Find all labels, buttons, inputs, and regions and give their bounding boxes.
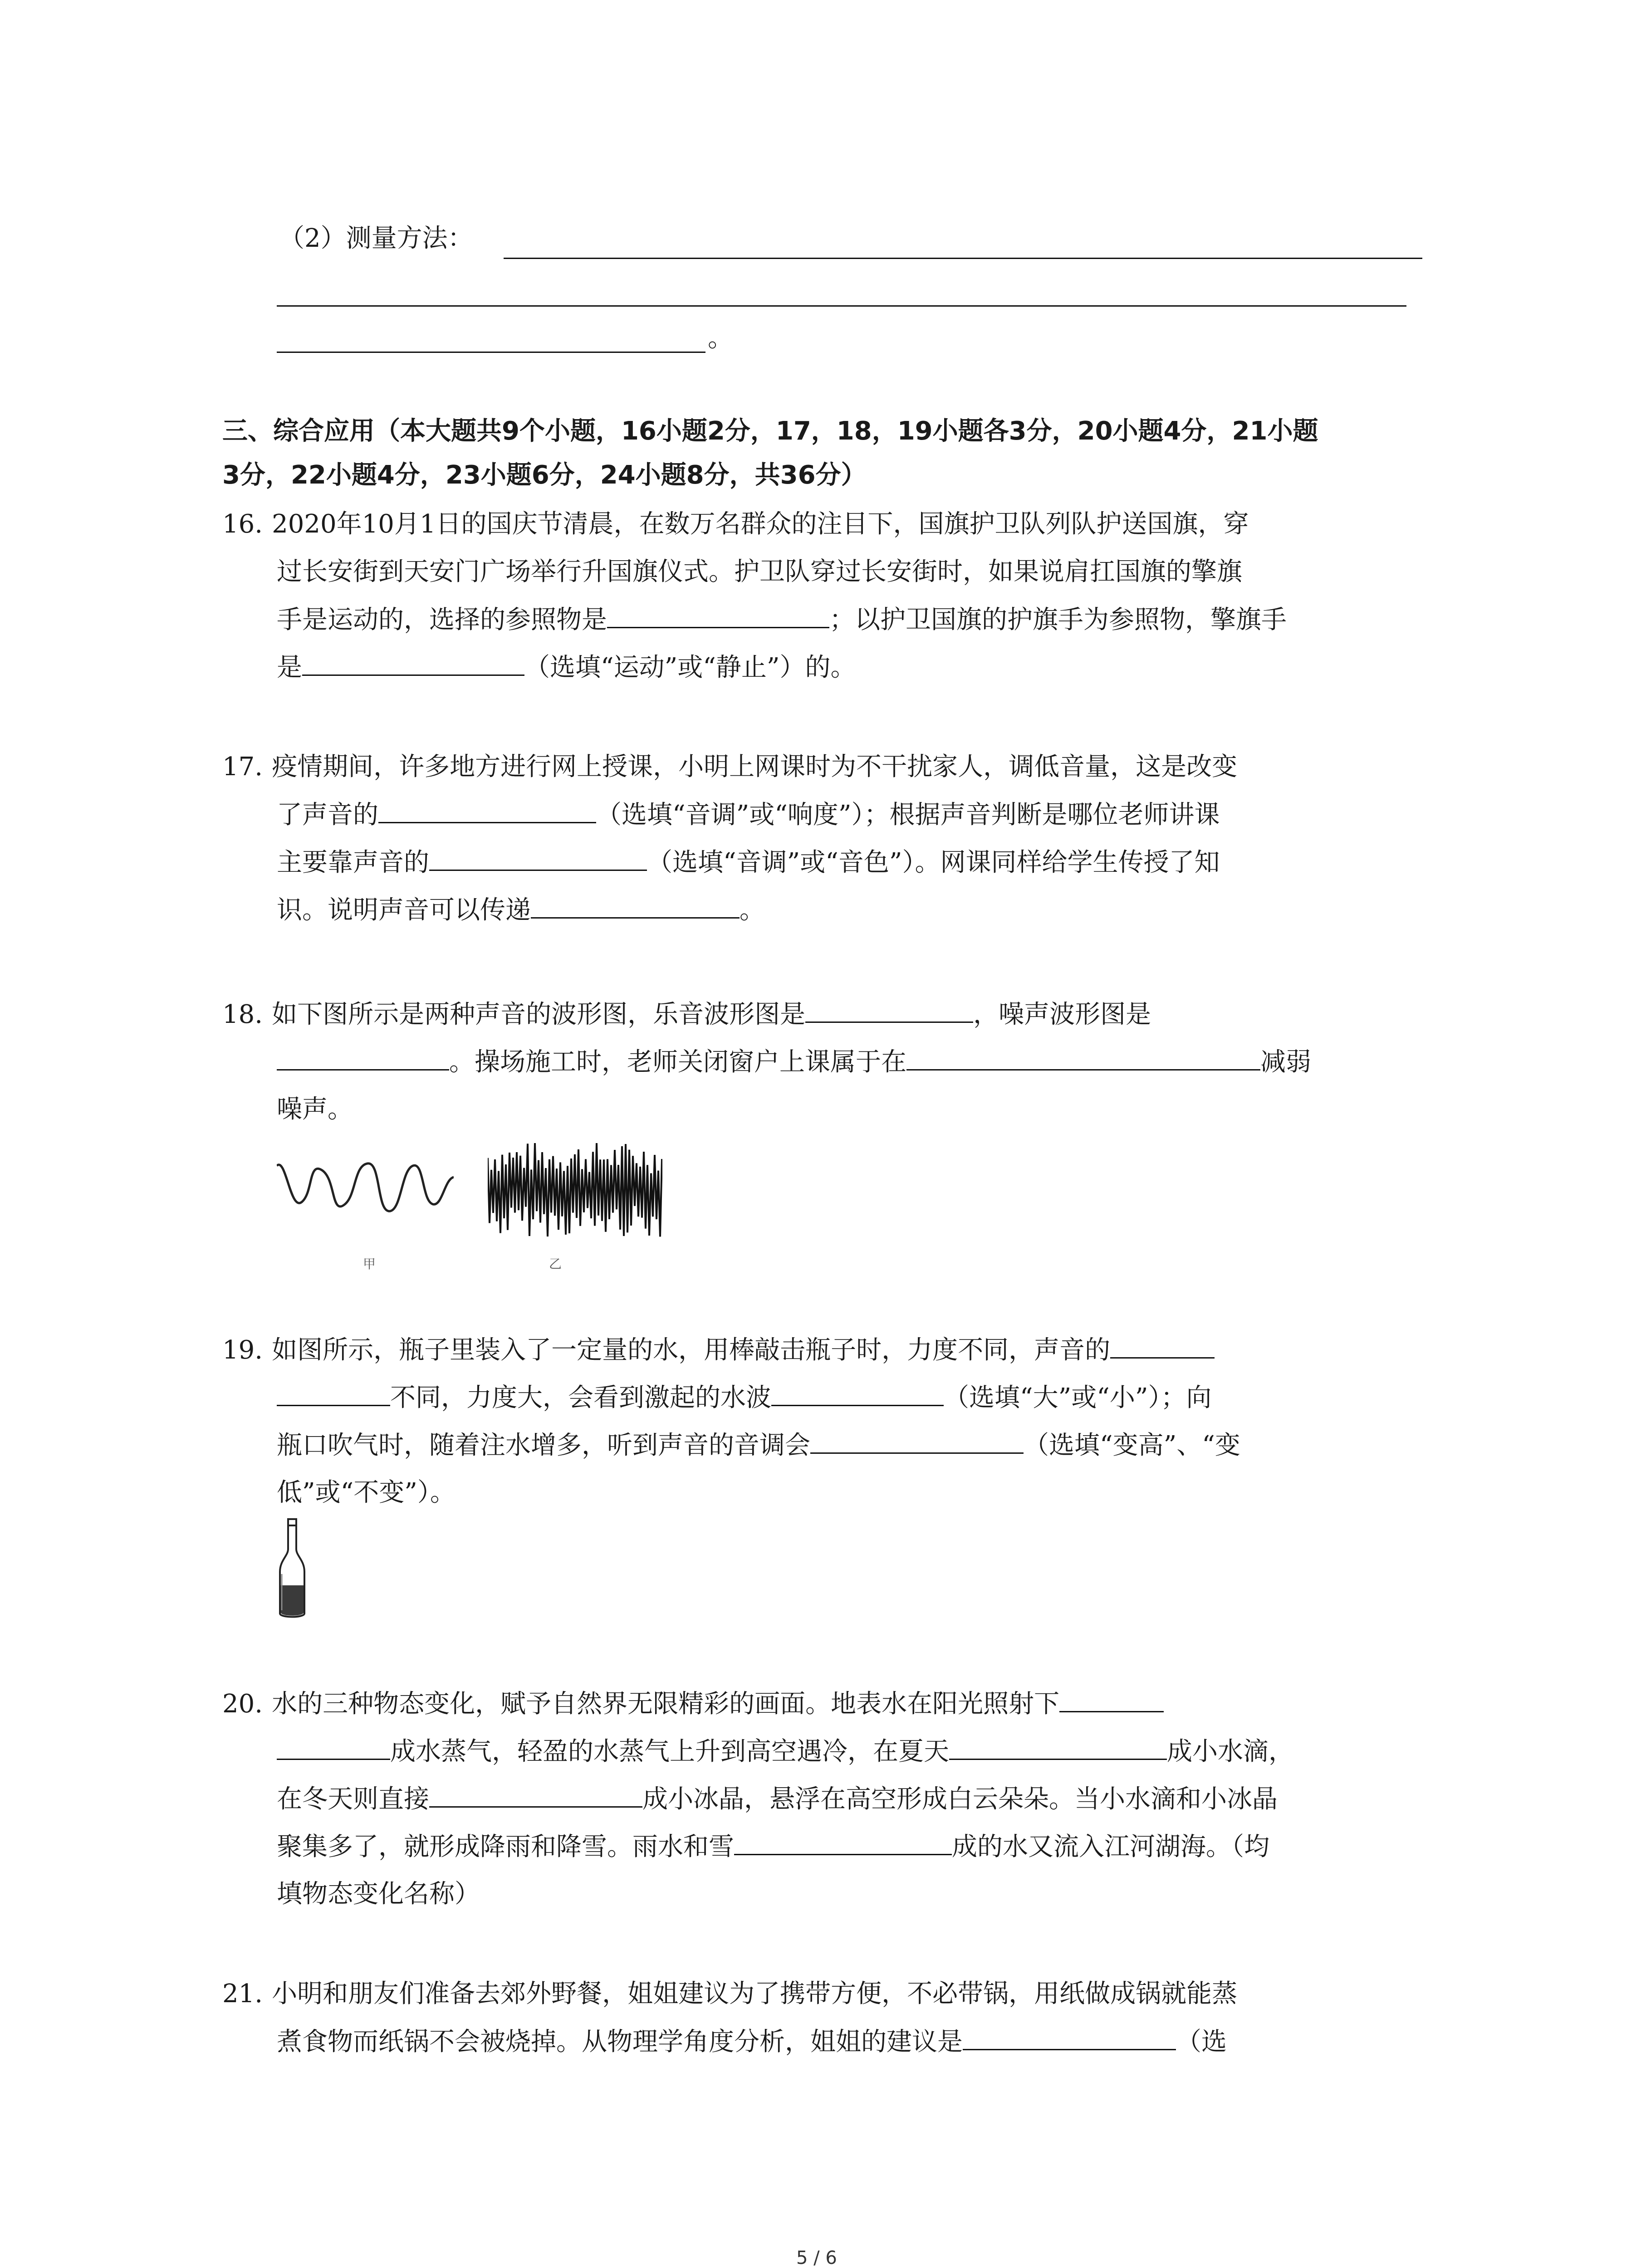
question-17-line: 主要靠声音的 （选填“音调”或“音色”）。网课同样给学生传授了知 — [277, 846, 1220, 879]
question-number: 21. — [222, 1979, 263, 2009]
answer-blank[interactable] — [771, 1381, 944, 1406]
period: 。 — [708, 323, 733, 353]
answer-blank[interactable] — [277, 1381, 390, 1406]
answer-blank[interactable] — [810, 1429, 1024, 1454]
answer-blank[interactable] — [302, 651, 524, 676]
question-18-line: 噪声。 — [277, 1095, 353, 1124]
measure-method-label: （2）测量方法： — [279, 224, 473, 253]
question-number: 16. — [222, 509, 263, 539]
question-number: 19. — [222, 1335, 263, 1365]
question-20-line: 在冬天则直接 成小冰晶，悬浮在高空形成白云朵朵。当小水滴和小冰晶 — [277, 1783, 1278, 1816]
question-18: 18. 如下图所示是两种声音的波形图，乐音波形图是 ，噪声波形图是 — [222, 998, 1151, 1031]
question-19-line: 不同，力度大，会看到激起的水波 （选填“大”或“小”）；向 — [277, 1381, 1212, 1414]
question-16-line: 手是运动的，选择的参照物是 ；以护卫国旗的护旗手为参照物，擎旗手 — [277, 603, 1287, 636]
question-17: 17. 疫情期间，许多地方进行网上授课，小明上网课时为不干扰家人，调低音量，这是改变 — [222, 752, 1238, 782]
question-19-line: 瓶口吹气时，随着注水增多，听到声音的音调会 （选填“变高”、“变 — [277, 1429, 1240, 1462]
question-18-line: 。操场施工时，老师关闭窗户上课属于在 减弱 — [277, 1046, 1311, 1079]
answer-blank[interactable] — [734, 1830, 952, 1855]
answer-blank[interactable] — [277, 1735, 390, 1760]
question-21-line: 煮食物而纸锅不会被烧掉。从物理学角度分析，姐姐的建议是 （选 — [277, 2025, 1227, 2058]
question-17-line: 了声音的 （选填“音调”或“响度”）；根据声音判断是哪位老师讲课 — [277, 798, 1220, 831]
answer-blank[interactable] — [963, 2025, 1176, 2050]
question-number: 18. — [222, 1000, 263, 1029]
question-16-line: 是 （选填“运动”或“静止”）的。 — [277, 651, 856, 684]
section-heading: 3分，22小题4分，23小题6分，24小题8分，共36分） — [222, 460, 867, 490]
answer-blank[interactable] — [906, 1046, 1260, 1070]
answer-blank[interactable] — [277, 1046, 449, 1070]
section-heading: 三、综合应用（本大题共9个小题，16小题2分，17，18，19小题各3分，20小题4分，21小题 — [222, 416, 1318, 446]
bottle-image — [274, 1517, 311, 1622]
question-20-line: 聚集多了，就形成降雨和降雪。雨水和雪 成的水又流入江河湖海。（均 — [277, 1830, 1269, 1863]
question-21: 21. 小明和朋友们准备去郊外野餐，姐姐建议为了携带方便，不必带锅，用纸做成锅就能蒸 — [222, 1979, 1238, 2009]
question-20-line: 成水蒸气，轻盈的水蒸气上升到高空遇冷，在夏天 成小水滴， — [277, 1735, 1294, 1768]
answer-blank[interactable] — [531, 894, 740, 919]
question-number: 20. — [222, 1689, 263, 1719]
answer-blank[interactable] — [378, 798, 596, 823]
question-16-line: 过长安街到天安门广场举行升国旗仪式。护卫队穿过长安街时，如果说肩扛国旗的擎旗 — [277, 557, 1242, 587]
question-17-line: 识。说明声音可以传递 。 — [277, 894, 765, 927]
answer-line[interactable] — [504, 258, 1422, 259]
question-19: 19. 如图所示，瓶子里装入了一定量的水，用棒敲击瓶子时，力度不同，声音的 — [222, 1334, 1215, 1367]
noise-waveform — [488, 1141, 662, 1238]
answer-blank[interactable] — [1110, 1334, 1215, 1359]
question-19-line: 低”或“不变”）。 — [277, 1478, 456, 1507]
question-number: 17. — [222, 752, 263, 782]
figure-label-b: 乙 — [549, 1256, 562, 1271]
answer-line[interactable] — [277, 305, 1406, 307]
answer-blank[interactable] — [607, 603, 829, 628]
question-20: 20. 水的三种物态变化，赋予自然界无限精彩的画面。地表水在阳光照射下 — [222, 1687, 1164, 1721]
figure-label-a: 甲 — [363, 1256, 376, 1271]
answer-blank[interactable] — [1059, 1687, 1164, 1712]
answer-blank[interactable] — [805, 998, 973, 1023]
question-20-line: 填物态变化名称） — [277, 1879, 480, 1909]
page-number: 5 / 6 — [796, 2248, 837, 2268]
answer-line[interactable] — [277, 352, 705, 353]
question-16: 16. 2020年10月1日的国庆节清晨，在数万名群众的注目下，国旗护卫队列队护送国旗，穿 — [222, 509, 1249, 539]
musical-sound-waveform — [277, 1152, 454, 1225]
answer-blank[interactable] — [429, 1783, 642, 1808]
answer-blank[interactable] — [949, 1735, 1167, 1760]
answer-blank[interactable] — [429, 846, 647, 871]
